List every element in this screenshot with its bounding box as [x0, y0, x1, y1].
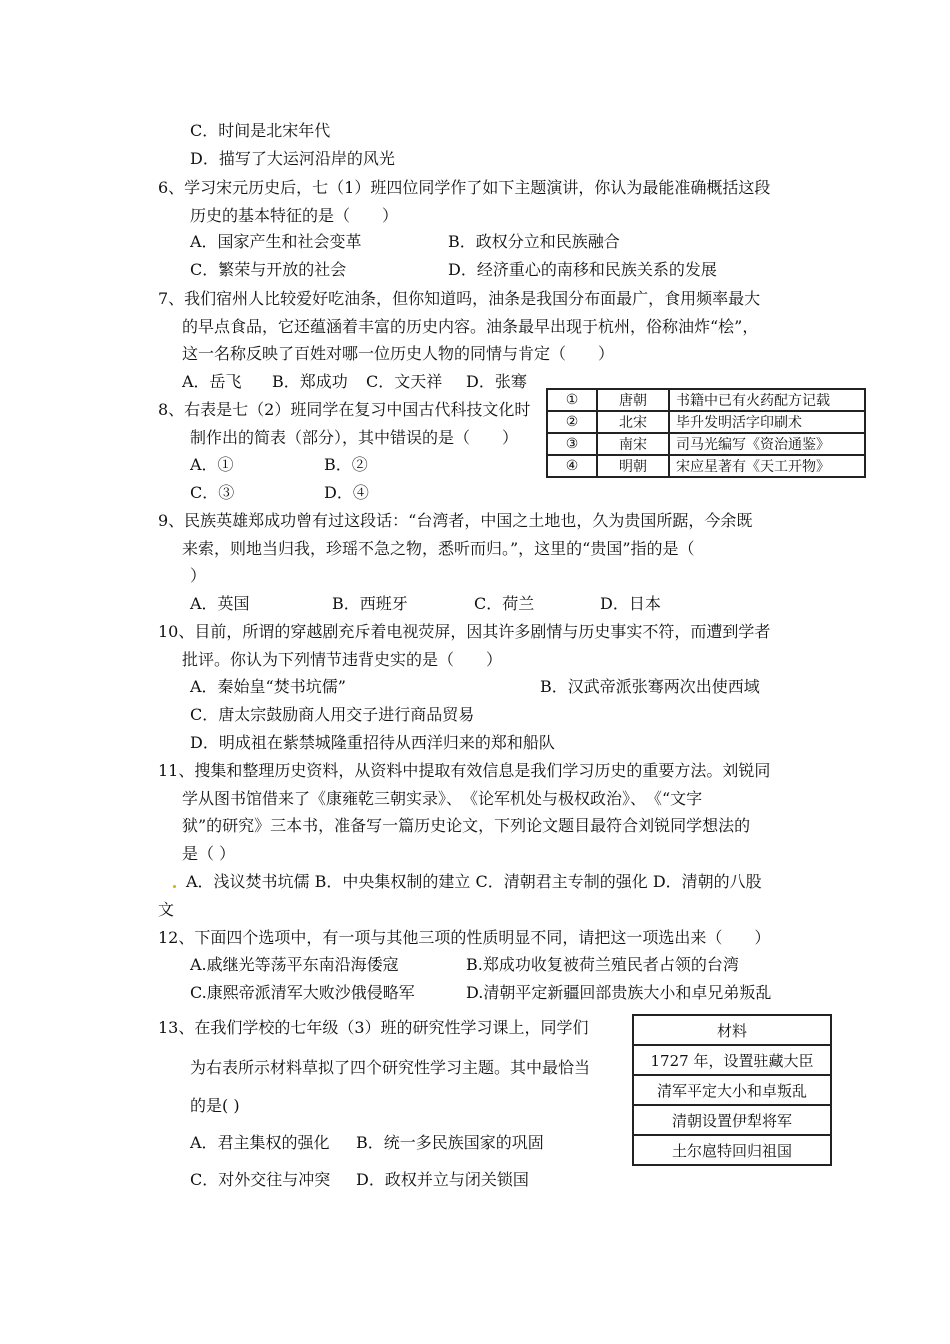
- q6-option-c: C．繁荣与开放的社会: [190, 260, 347, 279]
- q8-option-a: A．①: [190, 455, 234, 474]
- q13-table-row: [633, 1135, 831, 1165]
- q10-option-a: A．秦始皇“焚书坑儒”: [190, 677, 346, 696]
- q13-table-cell: 清军平定大小和卓叛乱: [633, 1075, 831, 1105]
- q8-row-number: ③: [547, 433, 597, 455]
- q13-option-c: C．对外交往与冲突: [190, 1170, 331, 1189]
- q8-row-dynasty: 北宋: [597, 411, 669, 433]
- q8-table-row: [547, 433, 865, 455]
- q13-option-a: A．君主集权的强化: [190, 1133, 330, 1152]
- q11-options: A．浅议焚书坑儒 B．中央集权制的建立 C．清朝君主专制的强化 D．清朝的八股: [186, 872, 762, 891]
- q6-option-b: B．政权分立和民族融合: [448, 232, 620, 251]
- q12-option-b: B.郑成功收复被荷兰殖民者占领的台湾: [466, 955, 739, 974]
- q8-row-event: 毕升发明活字印刷术: [669, 411, 865, 433]
- q8-option-d: D．④: [324, 483, 369, 502]
- q10-stem-line2: 批评。你认为下列情节违背史实的是（ ）: [182, 650, 503, 669]
- q13-option-d: D．政权并立与闭关锁国: [356, 1170, 529, 1189]
- q7-option-a: A．岳飞: [182, 372, 242, 391]
- q8-row-dynasty: 唐朝: [597, 389, 669, 411]
- q8-option-b: B．②: [324, 455, 368, 474]
- q6-option-d: D．经济重心的南移和民族关系的发展: [448, 260, 717, 279]
- prev-option-c: C．时间是北宋年代: [190, 121, 331, 140]
- q13-table-row: [633, 1075, 831, 1105]
- q12-stem-line1: 12、下面四个选项中，有一项与其他三项的性质明显不同，请把这一项选出来（ ）: [158, 928, 771, 947]
- q9-option-d: D．日本: [600, 594, 661, 613]
- q13-table-cell: 清朝设置伊犁将军: [633, 1105, 831, 1135]
- q13-table-row: [633, 1045, 831, 1075]
- q7-option-c: C．文天祥: [366, 372, 443, 391]
- q9-stem-line2: 来索，则地当归我，珍瑶不急之物，悉听而归。”，这里的“贵国”指的是（: [182, 539, 695, 558]
- q8-row-number: ①: [547, 389, 597, 411]
- q8-row-number: ②: [547, 411, 597, 433]
- q13-table-header: 材料: [633, 1015, 831, 1045]
- q9-option-b: B．西班牙: [332, 594, 408, 613]
- q10-option-b: B．汉武帝派张骞两次出使西域: [540, 677, 760, 696]
- q7-stem-line2: 的早点食品，它还蕴涵着丰富的历史内容。油条最早出现于杭州，俗称油炸“桧”，: [182, 317, 759, 336]
- q8-table-row: [547, 455, 865, 477]
- q8-table-row: [547, 411, 865, 433]
- q10-option-c: C．唐太宗鼓励商人用交子进行商品贸易: [190, 705, 475, 724]
- q8-row-dynasty: 南宋: [597, 433, 669, 455]
- q8-row-event: 司马光编写《资治通鉴》: [669, 433, 865, 455]
- stray-mark: [173, 885, 176, 888]
- q13-table-cell: 1727 年，设置驻藏大臣: [633, 1045, 831, 1075]
- q12-option-c: C.康熙帝派清军大败沙俄侵略军: [190, 983, 415, 1002]
- q9-stem-line3: ）: [190, 566, 207, 585]
- q6-stem-line1: 6、学习宋元历史后，七（1）班四位同学作了如下主题演讲，你认为最能准确概括这段: [158, 178, 771, 197]
- q9-stem-line1: 9、民族英雄郑成功曾有过这段话：“台湾者，中国之土地也，久为贵国所踞，今余既: [158, 511, 753, 530]
- q9-option-a: A．英国: [190, 594, 250, 613]
- q13-table-cell: 土尔扈特回归祖国: [633, 1135, 831, 1165]
- q12-option-a: A.戚继光等荡平东南沿海倭寇: [190, 955, 399, 974]
- q13-stem-line2: 为右表所示材料草拟了四个研究性学习主题。其中最恰当: [190, 1058, 591, 1077]
- q8-stem-line1: 8、右表是七（2）班同学在复习中国古代科技文化时: [158, 400, 531, 419]
- q7-option-b: B．郑成功: [272, 372, 348, 391]
- q8-stem-line2: 制作出的简表（部分），其中错误的是（ ）: [190, 428, 519, 447]
- q13-stem-line1: 13、在我们学校的七年级（3）班的研究性学习课上，同学们: [158, 1018, 589, 1037]
- prev-option-d: D．描写了大运河沿岸的风光: [190, 149, 395, 168]
- q11-stem-line3: 狱”的研究》三本书，准备写一篇历史论文，下列论文题目最符合刘锐同学想法的: [182, 816, 751, 835]
- q7-option-d: D．张骞: [466, 372, 527, 391]
- q13-table-header-row: [633, 1015, 831, 1045]
- q11-stem-line1: 11、搜集和整理历史资料，从资料中提取有效信息是我们学习历史的重要方法。刘锐同: [158, 761, 771, 780]
- q13-stem-line3: 的是( ): [190, 1096, 240, 1115]
- q8-row-number: ④: [547, 455, 597, 477]
- q7-stem-line1: 7、我们宿州人比较爱好吃油条，但你知道吗，油条是我国分布面最广，食用频率最大: [158, 289, 761, 308]
- q8-row-event: 宋应星著有《天工开物》: [669, 455, 865, 477]
- q11-stem-line2: 学从图书馆借来了《康雍乾三朝实录》、 《论军机处与极权政治》、 《“文字: [182, 789, 703, 808]
- q8-table-row: [547, 389, 865, 411]
- q11-options-tail: 文: [158, 900, 175, 919]
- q8-option-c: C．③: [190, 483, 235, 502]
- q12-option-d: D.清朝平定新疆回部贵族大小和卓兄弟叛乱: [466, 983, 772, 1002]
- q10-option-d: D．明成祖在紫禁城隆重招待从西洋归来的郑和船队: [190, 733, 555, 752]
- q8-science-table: [546, 388, 866, 478]
- q8-row-dynasty: 明朝: [597, 455, 669, 477]
- q11-stem-line4: 是（ ）: [182, 844, 236, 863]
- q9-option-c: C．荷兰: [474, 594, 535, 613]
- q13-table-row: [633, 1105, 831, 1135]
- q6-stem-line2: 历史的基本特征的是（ ）: [190, 206, 399, 225]
- q13-material-table: [632, 1014, 832, 1166]
- q7-stem-line3: 这一名称反映了百姓对哪一位历史人物的同情与肯定（ ）: [182, 344, 615, 363]
- q6-option-a: A．国家产生和社会变革: [190, 232, 362, 251]
- q10-stem-line1: 10、目前，所谓的穿越剧充斥着电视荧屏，因其许多剧情与历史事实不符，而遭到学者: [158, 622, 771, 641]
- q8-row-event: 书籍中已有火药配方记载: [669, 389, 865, 411]
- q13-option-b: B．统一多民族国家的巩固: [356, 1133, 544, 1152]
